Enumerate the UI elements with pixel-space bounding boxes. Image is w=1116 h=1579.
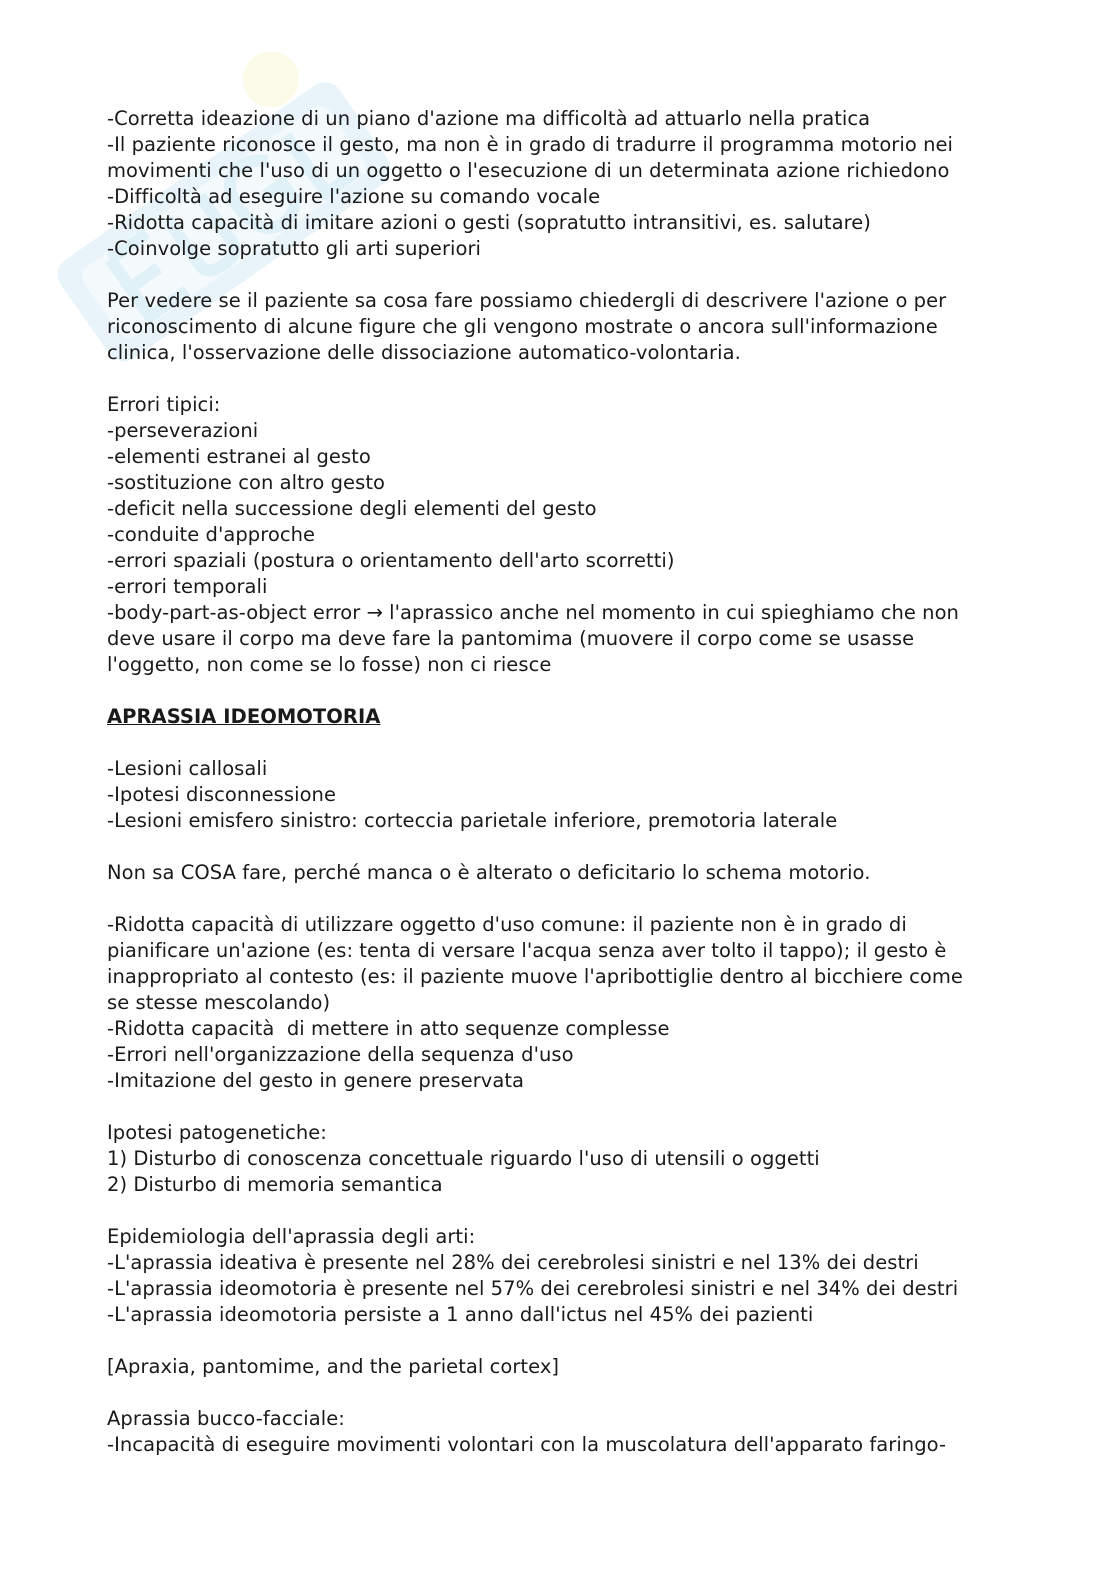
text-line: -sostituzione con altro gesto bbox=[107, 471, 385, 494]
spacer bbox=[107, 366, 1007, 392]
text-line: se stesse mescolando) bbox=[107, 991, 331, 1014]
text-line: -Ridotta capacità di mettere in atto sequenze complesse bbox=[107, 1017, 670, 1040]
paragraph-pathogenesis bbox=[107, 1120, 1007, 1198]
text-line: -Lesioni emisfero sinistro: corteccia parietale inferiore, premotoria laterale bbox=[107, 809, 838, 832]
text-line: -deficit nella successione degli elementi del gesto bbox=[107, 497, 597, 520]
text-line: -Corretta ideazione di un piano d'azione ma difficoltà ad attuarlo nella pratica bbox=[107, 107, 871, 130]
text-line: Epidemiologia dell'aprassia degli arti: bbox=[107, 1225, 476, 1248]
paragraph-bucco-facial bbox=[107, 1406, 1007, 1458]
text-line: movimenti che l'uso di un oggetto o l'esecuzione di un determinata azione richiedono bbox=[107, 159, 950, 182]
paragraph-ideomotor-features bbox=[107, 912, 1007, 1094]
text-line: Ipotesi patogenetiche: bbox=[107, 1121, 327, 1144]
text-line: -body-part-as-object error → l'aprassico anche nel momento in cui spieghiamo che non bbox=[107, 601, 959, 624]
text-line: -Incapacità di eseguire movimenti volontari con la muscolatura dell'apparato faringo- bbox=[107, 1433, 947, 1456]
paragraph-summary bbox=[107, 860, 1007, 886]
paragraph-typical-errors bbox=[107, 392, 1007, 678]
text-line: -L'aprassia ideativa è presente nel 28% dei cerebrolesi sinistri e nel 13% dei destri bbox=[107, 1251, 919, 1274]
spacer bbox=[107, 262, 1007, 288]
text-line: -Lesioni callosali bbox=[107, 757, 268, 780]
spacer bbox=[107, 1198, 1007, 1224]
text-line: -perseverazioni bbox=[107, 419, 259, 442]
text-line: 2) Disturbo di memoria semantica bbox=[107, 1173, 443, 1196]
text-line: [Apraxia, pantomime, and the parietal cortex] bbox=[107, 1355, 560, 1378]
text-line: -L'aprassia ideomotoria è presente nel 57% dei cerebrolesi sinistri e nel 34% dei destri bbox=[107, 1277, 959, 1300]
text-line: -conduite d'approche bbox=[107, 523, 316, 546]
spacer bbox=[107, 678, 1007, 704]
paragraph-assessment bbox=[107, 288, 1007, 366]
spacer bbox=[107, 1328, 1007, 1354]
text-line: -Difficoltà ad eseguire l'azione su comando vocale bbox=[107, 185, 601, 208]
spacer bbox=[107, 834, 1007, 860]
text-line: riconoscimento di alcune figure che gli vengono mostrate o ancora sull'informazione bbox=[107, 315, 938, 338]
text-line: deve usare il corpo ma deve fare la pantomima (muovere il corpo come se usasse bbox=[107, 627, 915, 650]
text-line: -Errori nell'organizzazione della sequenza d'uso bbox=[107, 1043, 574, 1066]
text-line: Errori tipici: bbox=[107, 393, 221, 416]
text-line: -Coinvolge sopratutto gli arti superiori bbox=[107, 237, 482, 260]
paragraph-reference bbox=[107, 1354, 1007, 1380]
section-heading: APRASSIA IDEOMOTORIA bbox=[107, 705, 381, 728]
text-line: -Il paziente riconosce il gesto, ma non è in grado di tradurre il programma motorio nei bbox=[107, 133, 953, 156]
text-line: -Ridotta capacità di utilizzare oggetto d'uso comune: il paziente non è in grado di bbox=[107, 913, 907, 936]
text-line: -L'aprassia ideomotoria persiste a 1 anno dall'ictus nel 45% dei pazienti bbox=[107, 1303, 814, 1326]
document-page bbox=[107, 106, 1007, 1458]
spacer bbox=[107, 886, 1007, 912]
text-line: Per vedere se il paziente sa cosa fare possiamo chiedergli di descrivere l'azione o per bbox=[107, 289, 947, 312]
spacer bbox=[107, 1094, 1007, 1120]
text-line: inappropriato al contesto (es: il paziente muove l'apribottiglie dentro al bicchiere come bbox=[107, 965, 963, 988]
text-line: -errori temporali bbox=[107, 575, 268, 598]
text-line: 1) Disturbo di conoscenza concettuale riguardo l'uso di utensili o oggetti bbox=[107, 1147, 820, 1170]
text-line: -Imitazione del gesto in genere preservata bbox=[107, 1069, 525, 1092]
text-line: Non sa COSA fare, perché manca o è alterato o deficitario lo schema motorio. bbox=[107, 861, 871, 884]
paragraph-epidemiology bbox=[107, 1224, 1007, 1328]
text-line: l'oggetto, non come se lo fosse) non ci riesce bbox=[107, 653, 552, 676]
spacer bbox=[107, 730, 1007, 756]
text-line: -errori spaziali (postura o orientamento dell'arto scorretti) bbox=[107, 549, 675, 572]
paragraph-lesions bbox=[107, 756, 1007, 834]
paragraph-ideativa-features bbox=[107, 106, 1007, 262]
text-line: -Ridotta capacità di imitare azioni o gesti (sopratutto intransitivi, es. salutare) bbox=[107, 211, 871, 234]
text-line: clinica, l'osservazione delle dissociazione automatico-volontaria. bbox=[107, 341, 741, 364]
spacer bbox=[107, 1380, 1007, 1406]
text-line: pianificare un'azione (es: tenta di versare l'acqua senza aver tolto il tappo); il gesto è bbox=[107, 939, 947, 962]
text-line: -Ipotesi disconnessione bbox=[107, 783, 337, 806]
text-line: -elementi estranei al gesto bbox=[107, 445, 371, 468]
text-line: Aprassia bucco-facciale: bbox=[107, 1407, 345, 1430]
